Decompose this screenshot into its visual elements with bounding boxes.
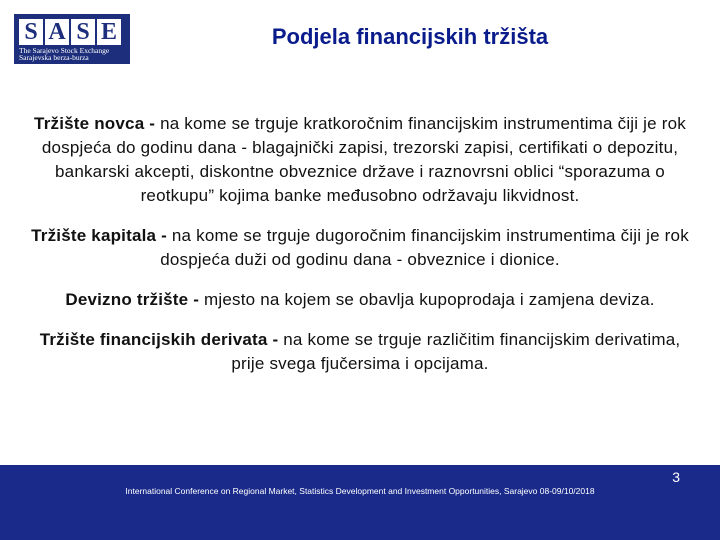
sase-logo — [14, 14, 130, 64]
definition-derivatives-market: na kome se trguje različitim financijskim derivatima, prije svega fjučersima i opcijama. — [231, 330, 681, 373]
page-number: 3 — [672, 469, 680, 485]
term-derivatives-market: Tržište financijskih derivata - — [39, 330, 284, 349]
term-capital-market: Tržište kapitala - — [31, 226, 172, 245]
logo-letter: A — [45, 19, 69, 45]
logo-letter: S — [19, 19, 43, 45]
term-forex-market: Devizno tržište - — [65, 290, 205, 309]
slide-title: Podjela financijskih tržišta — [271, 24, 549, 49]
logo-letter: S — [71, 19, 95, 45]
logo-subtitle-en: The Sarajevo Stock Exchange — [19, 47, 110, 55]
definition-capital-market: na kome se trguje dugoročnim financijskim instrumentima čiji je rok dospjeća duži od godinu dana - obveznice i dionice. — [160, 226, 689, 269]
footer-conference-text: International Conference on Regional Market, Statistics Development and Investment Opportunities, Sarajevo 08-09/10/2018 — [125, 486, 595, 496]
logo-subtitle-local: Sarajevska berza-burza — [19, 54, 89, 62]
footer-bar — [0, 465, 720, 540]
slide-content — [30, 112, 690, 392]
definition-forex-market: mjesto na kojem se obavlja kupoprodaja i zamjena deviza. — [204, 290, 655, 309]
logo-letter: E — [97, 19, 121, 45]
paragraph-forex-market — [30, 288, 690, 312]
paragraph-capital-market — [30, 224, 690, 272]
term-money-market: Tržište novca - — [34, 114, 161, 133]
logo-letters — [19, 19, 121, 45]
paragraph-derivatives-market — [30, 328, 690, 376]
definition-money-market: na kome se trguje kratkoročnim financijskim instrumentima čiji je rok dospjeća do godinu dana - blagajnički zapisi, trezorski zapisi, certifikati o depozitu, bankarski akcepti, diskontne obveznice države i raznovrsni oblici “sporazuma o reotkupu” kojima banke međusobno održavaju likvidnost. — [41, 114, 686, 205]
paragraph-money-market — [30, 112, 690, 208]
